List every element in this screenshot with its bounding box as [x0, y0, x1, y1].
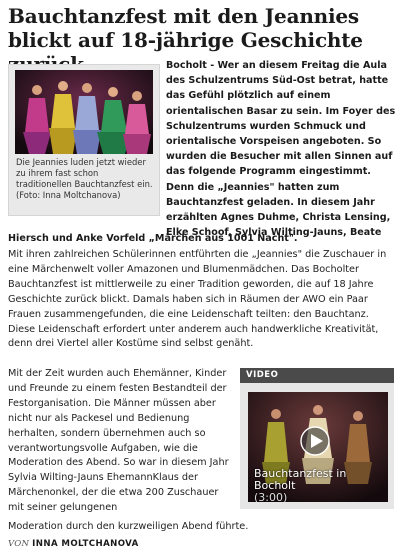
- article-paragraph: Mit der Zeit wurden auch Ehemänner, Kinder und Freunde zu einem festen Bestandteil der Festorganisation. Die Männer müssen aber nicht nur als Packesel und Bedienung herhalten, sondern übernehmen auch so verantwortungsvolle Aufgaben, wie die Moderation des Abend. So war in diesem Jahr Sylvia Wilting-Jauns EhemannKlaus der Märchenonkel, der die etwa 200 Zuschauer mit seiner gelungenen: [8, 368, 229, 514]
- article-photo: [15, 70, 153, 154]
- play-icon: [300, 426, 330, 456]
- video-box: [240, 368, 394, 509]
- article-paragraph: Mit ihren zahlreichen Schülerinnen entführten die „Jeannies" die Zuschauer in eine Märchenwelt voller Amazonen und Blumenmädchen. Das Bocholter Bauchtanzfest ist mittlerweile zu einer Tradition geworden, die auf 18 Jahre Geschichte zurück blickt. Damals haben sich in Räumen der AWO ein Paar Frauen zusammengefunden, die eine Leidenschaft teilten: den Bauchtanz. Diese Leidenschaft erfordert unter anderem auch handwerkliche Kreativität, denn drei Viertel aller Kostüme sind selbst genäht.: [8, 249, 387, 350]
- video-player[interactable]: [248, 392, 388, 502]
- byline: [8, 539, 308, 550]
- photo-box: [8, 64, 160, 216]
- article-headline: Bauchtanzfest mit den Jeannies blickt auf 18-jährige Geschichte: [8, 4, 363, 52]
- video-duration: (3:00): [254, 491, 288, 502]
- caption-text: Die Jeannies luden jetzt wieder zu ihrem fast schon traditionellen Bauchtanzfest ein.: [16, 157, 153, 189]
- article-lead-continued: Hiersch und Anke Vorfeld „Märchen aus 1001 Nacht".: [8, 233, 298, 244]
- article-paragraph: Moderation durch den kurzweiligen Abend führte.: [8, 521, 249, 532]
- photo-credit: (Foto: Inna Moltchanova): [16, 190, 121, 200]
- video-title[interactable]: [254, 468, 384, 502]
- video-title-text: Bauchtanzfest in Bocholt: [254, 467, 347, 492]
- article-lead: Bocholt - Wer an diesem Freitag die Aula des Schulzentrums Süd-Ost betrat, hatte das Gefühl plötzlich auf einem orientalischen Basar zu sein. Im Foyer des Schulzentrums wurden Schmuck und orientalische Vorspeisen angeboten. So wurden die Besucher mit allen Sinnen auf das folgende Programm eingestimmt. Denn die „Jeannies" hatten zum Bauchtanzfest geladen. In diesem Jahr erzählten Agnes Duhme, Christa Lensing, Elke Schoof, Sylvia Wilting-Jauns, Beate: [166, 60, 396, 239]
- byline-author: INNA MOLTCHANOVA: [32, 539, 139, 549]
- video-label: VIDEO: [240, 368, 394, 383]
- byline-prefix: VON: [8, 539, 30, 549]
- photo-caption: [16, 157, 156, 201]
- play-button[interactable]: [300, 426, 330, 456]
